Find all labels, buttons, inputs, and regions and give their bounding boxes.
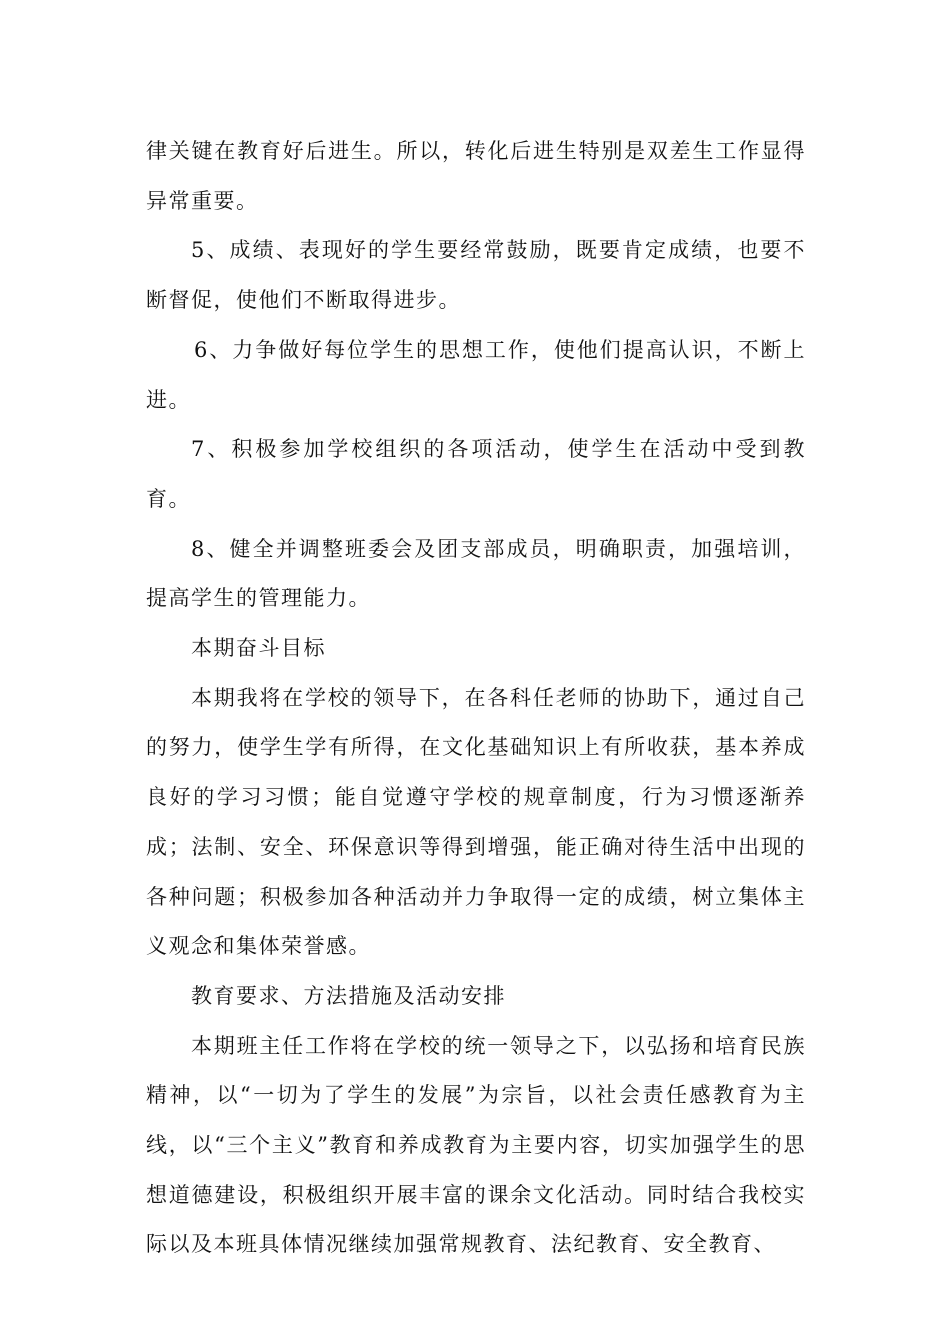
paragraph-goals: 本期我将在学校的领导下，在各科任老师的协助下，通过自己的努力，使学生学有所得，在文化基础知识上有所收获，基本养成良好的学习习惯；能自觉遵守学校的规章制度，行为习惯逐渐养成；法制、安全、环保意识等得到增强，能正确对待生活中出现的各种问题；积极参加各种活动并力争取得一定的成绩，树立集体主义观念和集体荣誉感。 (146, 685, 806, 959)
document-body (146, 127, 806, 1270)
paragraph-item-7: 7、积极参加学校组织的各项活动，使学生在活动中受到教育。 (146, 437, 806, 511)
paragraph-item-5: 5、成绩、表现好的学生要经常鼓励，既要肯定成绩，也要不断督促，使他们不断取得进步。 (146, 238, 806, 313)
paragraph-methods: 本期班主任工作将在学校的统一领导之下，以弘扬和培育民族精神，以“一切为了学生的发展”为宗旨，以社会责任感教育为主线，以“三个主义”教育和养成教育为主要内容，切实加强学生的思想道德建设，积极组织开展丰富的课余文化活动。同时结合我校实际以及本班具体情况继续加强常规教育、法纪教育、安全教育、 (146, 1033, 806, 1257)
paragraph-item-8: 8、健全并调整班委会及团支部成员，明确职责，加强培训，提高学生的管理能力。 (146, 536, 806, 611)
section-heading-goals: 本期奋斗目标 (191, 636, 326, 661)
section-heading-methods: 教育要求、方法措施及活动安排 (191, 983, 506, 1008)
paragraph-continuation: 律关键在教育好后进生。所以，转化后进生特别是双差生工作显得异常重要。 (146, 139, 806, 213)
paragraph-item-6: 6、力争做好每位学生的思想工作，使他们提高认识，不断上进。 (146, 337, 806, 412)
